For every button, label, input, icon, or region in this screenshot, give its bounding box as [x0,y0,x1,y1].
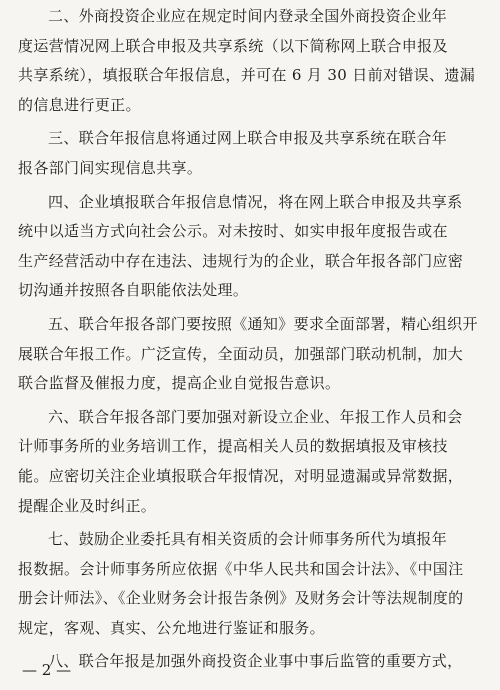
paragraph [18,647,484,677]
paragraph-line: 册会计师法》、《企业财务会计报告条例》及财务会计等法规制度的 [18,589,464,608]
paragraph [18,310,484,399]
document-body [18,2,484,681]
paragraph [18,525,484,643]
paragraph-line: 切沟通并按照各自职能依法处理。 [18,281,249,300]
paragraph-line: 八、联合年报是加强外商投资企业事中事后监管的重要方式， [48,652,463,671]
paragraph-line: 七、鼓励企业委托具有相关资质的会计师事务所代为填报年 [48,530,448,549]
paragraph-line: 三、联合年报信息将通过网上联合申报及共享系统在联合年 [48,129,448,148]
paragraph-line: 四、企业填报联合年报信息情况，将在网上联合申报及共享系 [48,192,463,211]
paragraph-line: 生产经营活动中存在违法、违规行为的企业，联合年报各部门应密 [18,251,464,270]
paragraph-line: 统中以适当方式向社会公示。对未按时、如实申报年度报告或在 [18,222,448,241]
paragraph-line: 能。应密切关注企业填报联合年报情况，对明显遗漏或异常数据， [18,466,464,485]
paragraph-line: 二、外商投资企业应在规定时间内登录全国外商投资企业年 [48,7,448,25]
paragraph-line: 联合监督及催报力度，提高企业自觉报告意识。 [18,374,341,393]
paragraph-line: 展联合年报工作。广泛宣传，全面动员，加强部门联动机制，加大 [18,344,464,363]
paragraph-line: 报各部门间实现信息共享。 [18,158,203,177]
paragraph-line: 共享系统），填报联合年报信息，并可在 6 月 30 日前对错误、遗漏 [18,66,476,85]
paragraph-line: 六、联合年报各部门要加强对新设立企业、年报工作人员和会 [48,407,463,426]
paragraph-line: 规定，客观、真实、公允地进行鉴证和服务。 [18,618,326,637]
paragraph [18,403,484,521]
page-number: — 2 — [22,661,72,679]
paragraph-line: 度运营情况网上联合申报及共享系统（以下简称网上联合申报及 [18,36,448,55]
paragraph [18,188,484,306]
paragraph-line: 提醒企业及时纠正。 [18,496,157,515]
paragraph-line: 报数据。会计师事务所应依据《中华人民共和国会计法》、《中国注 [18,559,464,578]
paragraph-line: 计师事务所的业务培训工作，提高相关人员的数据填报及审核技 [18,437,448,456]
paragraph [18,2,484,120]
paragraph [18,124,484,183]
paragraph-line: 五、联合年报各部门要按照《通知》要求全面部署，精心组织开 [48,314,478,333]
paragraph-line: 的信息进行更正。 [18,95,141,114]
